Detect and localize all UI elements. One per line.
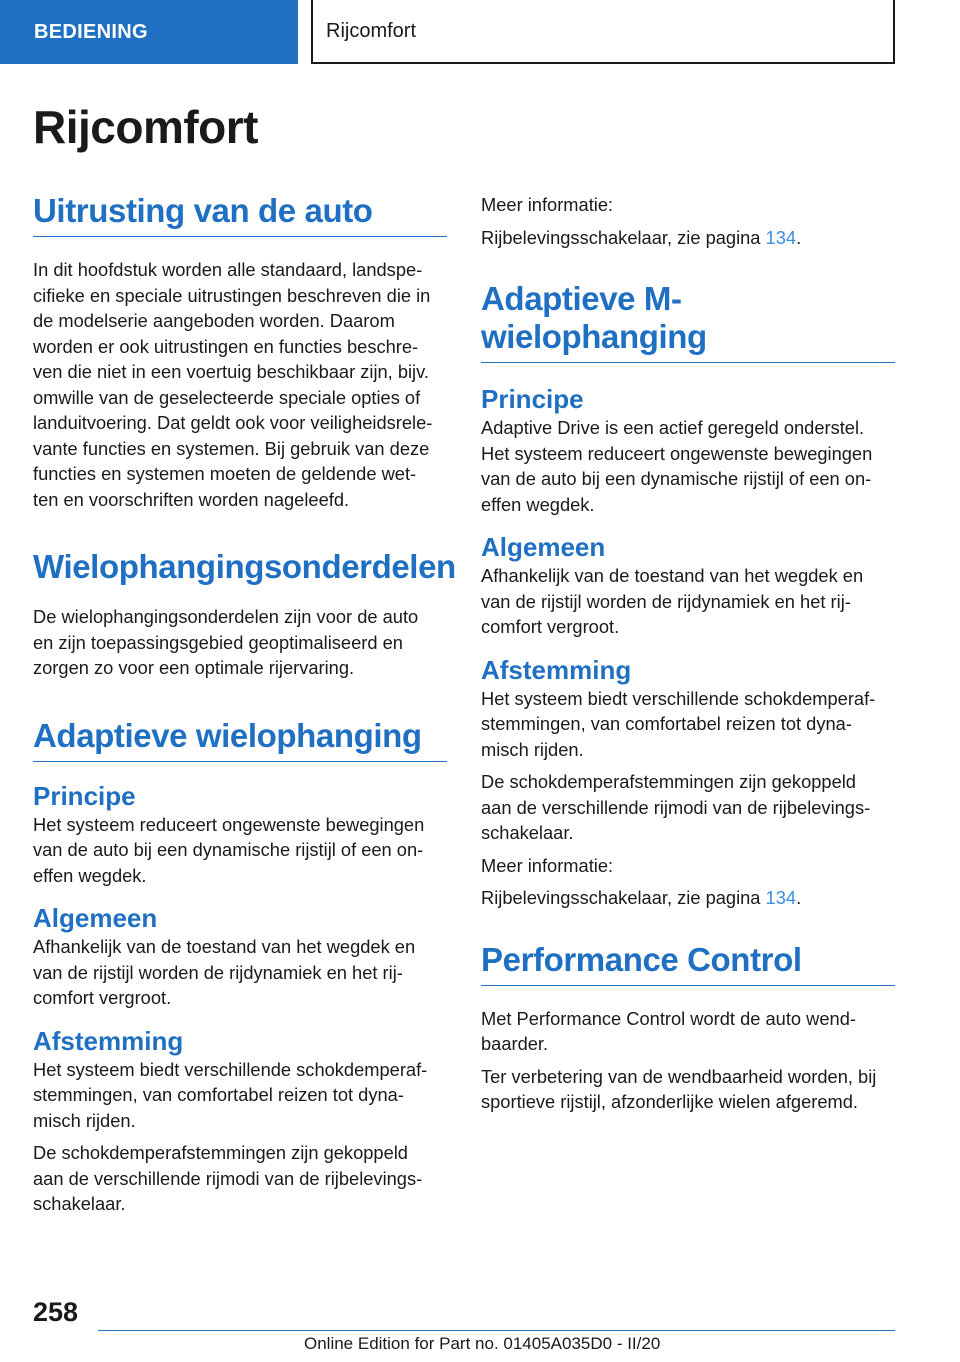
line: De schokdemperafstemmingen zijn gekoppeld [33,1142,408,1163]
para-algemeen-m [481,563,895,640]
para-uitrusting [33,257,447,512]
para-algemeen [33,934,447,1011]
line: Adaptive Drive is een actief geregeld onderstel. [481,417,865,438]
line: ven die niet in een voertuig beschikbaar zijn, bijv. [33,361,429,382]
line: en zijn toepassingsgebied geoptimaliseerd en [33,631,403,653]
line: Afhankelijk van de toestand van het wegdek en [33,936,416,957]
heading-afstemming-m: Afstemming [481,654,632,685]
heading-line: Adaptieve M- [481,280,682,317]
line: effen wegdek. [33,864,147,886]
line: worden er ook uitrustingen en functies beschre- [33,335,419,357]
heading-adaptieve-m [481,280,895,363]
line: landuitvoering. Dat geldt ook voor veiligheidsrele- [33,412,433,433]
line: Het systeem biedt verschillende schokdemperaf- [481,687,876,709]
heading-performance: Performance Control [481,941,895,986]
line: van de rijstijl worden de rijdynamiek en het rij- [481,590,851,612]
line: De schokdemperafstemmingen zijn gekoppeld [481,771,856,792]
para-principe-m [481,415,895,517]
line: van de auto bij een dynamische rijstijl of een on- [481,468,872,489]
heading-uitrusting: Uitrusting van de auto [33,192,447,237]
line: stemmingen, van comfortabel reizen tot dyna- [33,1084,404,1105]
para-afstemming [33,1057,447,1134]
line: vante functies en systemen. Bij gebruik van deze [33,437,430,459]
header-title: Rijcomfort [326,19,417,42]
meer-informatie-label-2: Meer informatie: [481,854,614,876]
line: Ter verbetering van de wendbaarheid worden, bij [481,1065,877,1087]
line: comfort vergroot. [33,987,172,1008]
line: Afhankelijk van de toestand van het wegdek en [481,565,864,586]
line: De wielophangingsonderdelen zijn voor de auto [33,606,419,627]
left-column [33,192,456,1217]
section-label: BEDIENING [34,20,148,43]
line: de modelserie aangeboden worden. Daarom [33,310,395,331]
line: functies en systemen moeten de geldende wet- [33,463,417,484]
line: comfort vergroot. [481,616,620,637]
ref-end: . [796,887,802,908]
line: baarder. [481,1033,549,1054]
para-principe [33,812,447,889]
heading-wielophanging: Wielophangingsonderdelen [33,548,456,585]
line: schakelaar. [33,1193,126,1214]
ref-text: Rijbelevingsschakelaar, zie pagina [481,887,766,908]
line: misch rijden. [481,738,584,760]
heading-afstemming: Afstemming [33,1025,184,1056]
line: Het systeem reduceert ongewenste bewegingen [33,813,425,835]
header-title-box [311,0,895,64]
line: stemmingen, van comfortabel reizen tot dyna- [481,713,852,734]
line: aan de verschillende rijmodi van de rijbelevings- [33,1167,423,1189]
line: ten en voorschriften worden nageleefd. [33,488,350,510]
para-wielophanging [33,604,447,681]
para-performance-2 [481,1064,895,1115]
line: cifieke en speciale uitrustingen beschreven die in [33,284,431,306]
line: Het systeem reduceert ongewenste bewegingen [481,442,873,464]
ref-text: Rijbelevingsschakelaar, zie pagina [481,226,766,248]
heading-algemeen-m: Algemeen [481,532,606,562]
para-performance-1 [481,1006,895,1057]
heading-principe-m: Principe [481,384,584,414]
footer-edition: Online Edition for Part no. 01405A035D0 - II/20 [304,1334,661,1353]
ref-end: . [796,226,802,248]
para-afstemming-m [481,686,895,763]
line: Het systeem biedt verschillende schokdemperaf- [33,1058,428,1080]
meer-informatie-label: Meer informatie: [481,194,614,215]
heading-line: wielophanging [481,318,707,355]
page-link-134[interactable]: 134 [765,887,797,908]
line: effen wegdek. [481,493,595,515]
line: In dit hoofdstuk worden alle standaard, landspe- [33,259,423,280]
cross-reference-2 [481,885,895,911]
line: zorgen zo voor een optimale rijervaring. [33,657,355,678]
line: aan de verschillende rijmodi van de rijbelevings- [481,796,871,818]
heading-adaptieve: Adaptieve wielophanging [33,717,447,762]
line: van de auto bij een dynamische rijstijl of een on- [33,839,424,860]
cross-reference [481,225,895,251]
line: omwille van de geselecteerde speciale opties of [33,386,421,408]
page-number: 258 [33,1297,79,1327]
para-afstemming-2 [33,1140,447,1217]
line: van de rijstijl worden de rijdynamiek en het rij- [33,961,403,983]
para-afstemming-m-2 [481,769,895,846]
page-link-134[interactable]: 134 [765,226,797,248]
footer-rule [98,1330,895,1331]
line: sportieve rijstijl, afzonderlijke wielen afgeremd. [481,1091,858,1112]
heading-algemeen: Algemeen [33,903,158,933]
line: schakelaar. [481,822,574,843]
right-column [481,192,895,1115]
chapter-title: Rijcomfort [33,101,258,153]
line: Met Performance Control wordt de auto wend- [481,1007,856,1029]
section-tab [0,0,298,64]
heading-principe: Principe [33,780,136,811]
line: misch rijden. [33,1109,136,1131]
